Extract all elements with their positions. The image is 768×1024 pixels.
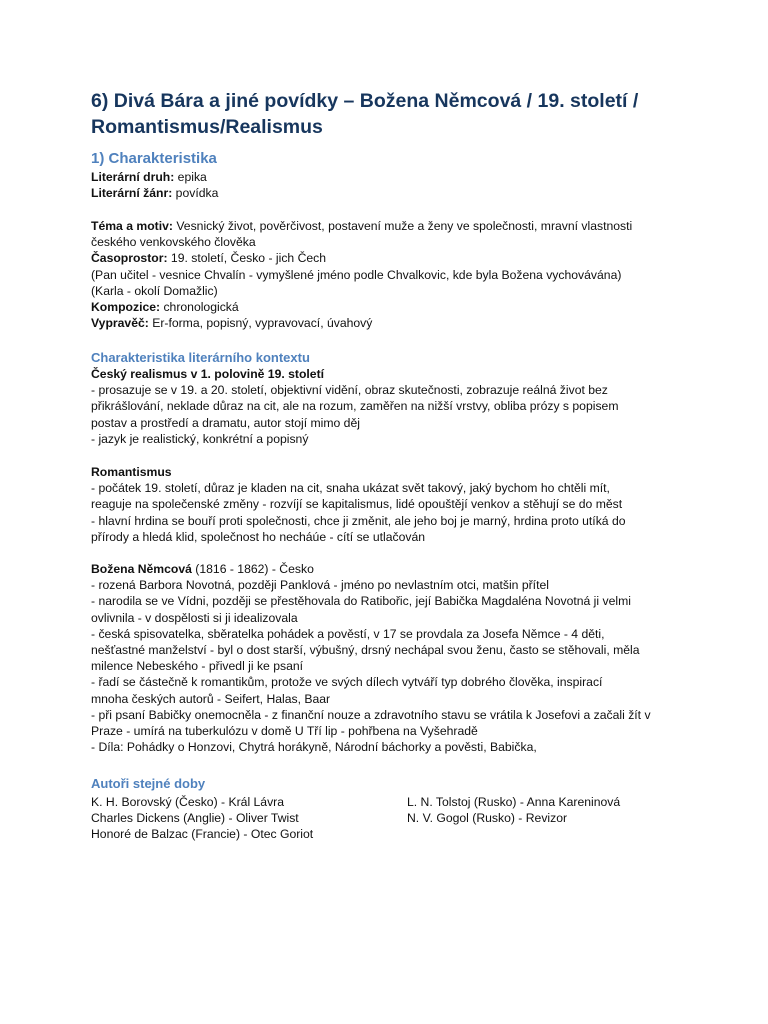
- context-heading: Charakteristika literárního kontextu: [91, 350, 310, 365]
- theme-value: Vesnický život, pověrčivost, postavení muže a ženy ve společnosti, mravní vlastnosti: [172, 219, 633, 233]
- setting-label: Časoprostor:: [91, 251, 168, 266]
- romanticism-line: reaguje na společenské změny - rozvíjí se kapitalismus, lidé opouštějí venkov a stěhují se do měst: [91, 497, 623, 512]
- authors-heading: Autoři stejné doby: [91, 776, 206, 791]
- romanticism-line: - hlavní hrdina se bouří proti společnosti, chce ji změnit, ale jeho boj je marný, hrdina proto utíká do: [91, 513, 626, 528]
- narrator-value: Er-forma, popisný, vypravovací, úvahový: [148, 316, 373, 331]
- document-title: [91, 88, 691, 140]
- narrator-label: Vypravěč:: [91, 316, 149, 331]
- nemcova-line: nešťastné manželství - byl o dost starší, výbušný, drsný nechápal svou ženu, často se stěhovali, měla: [91, 643, 640, 658]
- realism-line: - jazyk je realistický, konkrétní a popisný: [91, 431, 309, 446]
- setting-note-2: (Karla - okolí Domažlic): [91, 283, 218, 298]
- literary-kind-value: epika: [174, 170, 207, 184]
- nemcova-line: - při psaní Babičky onemocněla - z finanční nouze a zdravotního stavu se vrátila k Josefovi a začali žít v: [91, 707, 651, 722]
- literary-genre-label: Literární žánr:: [91, 186, 173, 201]
- romanticism-line: přírody a hledá klid, společnost ho necháúe - cítí se utlačován: [91, 529, 426, 544]
- setting-value: 19. století, Česko - jich Čech: [167, 251, 327, 266]
- nemcova-line: - narodila se ve Vídni, později se přestěhovala do Ratibořic, její Babička Magdaléna Novotná ji velmi: [91, 594, 631, 609]
- realism-line: postav a prostředí a dramatu, autor stojí mimo děj: [91, 415, 360, 430]
- nemcova-line: - Díla: Pohádky o Honzovi, Chytrá horákyně, Národní báchorky a pověsti, Babička,: [91, 740, 537, 755]
- section-romanticism: [91, 464, 691, 545]
- section-basic-info: [91, 169, 691, 201]
- title-line-1: 6) Divá Bára a jiné povídky – Božena Němcová / 19. století /: [91, 90, 639, 112]
- realism-line: - prosazuje se v 19. a 20. století, objektivní vidění, obraz skutečnosti, zobrazuje reálná život bez: [91, 383, 608, 398]
- theme-line-2: českého venkovského člověka: [91, 235, 256, 250]
- nemcova-line: - rozená Barbora Novotná, později Panklová - jméno po nevlastním otci, matšin přítel: [91, 578, 549, 593]
- composition-label: Kompozice:: [91, 300, 161, 315]
- realism-line: přikrášlování, neklade důraz na cit, ale na rozum, zaměřen na nižší vrstvy, obliba prózy s popisem: [91, 399, 619, 414]
- composition-value: chronologická: [160, 300, 239, 315]
- setting-note-1: (Pan učitel - vesnice Chvalín - vymyšlené jméno podle Chvalkovic, kde byla Božena vychovávána): [91, 267, 622, 282]
- realism-heading: Český realismus v 1. polovině 19. století: [91, 367, 325, 381]
- section-realism: [91, 366, 691, 447]
- author-item: N. V. Gogol (Rusko) - Revizor: [407, 811, 568, 826]
- romanticism-heading: Romantismus: [91, 465, 172, 479]
- nemcova-line: mnoha českých autorů - Seifert, Halas, Baar: [91, 691, 331, 706]
- section-heading-charakteristika: 1) Charakteristika: [91, 150, 217, 167]
- literary-genre-line: [91, 185, 691, 201]
- nemcova-heading: Božena Němcová: [91, 562, 192, 576]
- author-item: Honoré de Balzac (Francie) - Otec Goriot: [91, 827, 314, 842]
- nemcova-line: - česká spisovatelka, sběratelka pohádek a pověstí, v 17 se provdala za Josefa Němce - 4 děti,: [91, 626, 605, 641]
- theme-line: [91, 218, 691, 234]
- section-nemcova: [91, 561, 691, 755]
- composition-line: [91, 299, 691, 315]
- authors-right-column: [407, 794, 620, 826]
- nemcova-heading-line: [91, 561, 691, 577]
- setting-line: [91, 250, 691, 266]
- nemcova-dates: (1816 - 1862) - Česko: [191, 562, 314, 576]
- authors-left-column: [91, 794, 313, 843]
- literary-genre-value: povídka: [172, 186, 219, 201]
- title-line-2: Romantismus/Realismus: [91, 116, 323, 138]
- nemcova-line: ovlivnila - v dospělosti si ji idealizovala: [91, 610, 298, 625]
- nemcova-line: Praze - umírá na tuberkulózu v domě U Tří lip - pohřbena na Vyšehradě: [91, 724, 478, 739]
- romanticism-line: - počátek 19. století, důraz je kladen na cit, snaha ukázat svět takový, jaký bychom ho chtěli mít,: [91, 481, 610, 496]
- author-item: L. N. Tolstoj (Rusko) - Anna Kareninová: [407, 795, 621, 809]
- theme-label: Téma a motiv:: [91, 219, 173, 233]
- author-item: K. H. Borovský (Česko) - Král Lávra: [91, 795, 285, 809]
- nemcova-line: milence Nebeského - přivedl ji ke psaní: [91, 659, 304, 674]
- author-item: Charles Dickens (Anglie) - Oliver Twist: [91, 811, 299, 826]
- literary-kind-label: Literární druh:: [91, 170, 175, 184]
- nemcova-line: - řadí se částečně k romantikům, protože ve svých dílech vytváří typ dobrého člověka, inspirací: [91, 675, 603, 690]
- narrator-line: [91, 315, 691, 331]
- literary-kind-line: [91, 169, 691, 185]
- section-details: [91, 218, 691, 331]
